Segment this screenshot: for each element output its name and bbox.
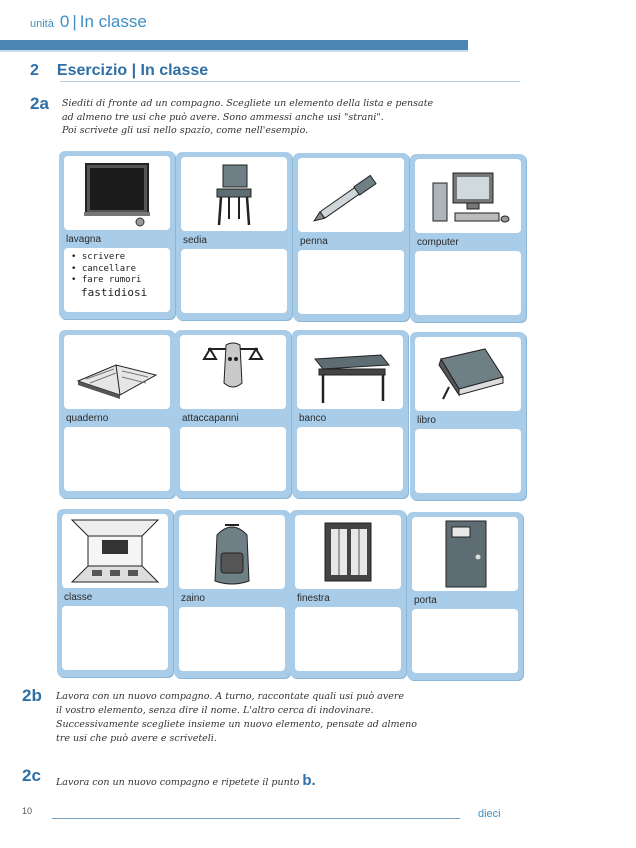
card-name: lavagna (66, 234, 102, 245)
card-penna (293, 153, 409, 321)
part-2a-label: 2a (30, 94, 49, 113)
card-finestra (290, 510, 406, 678)
part-2c-sentence: Lavora con un nuovo compagno e ripetete il punto (56, 777, 300, 788)
part-2c-ref: b. (302, 772, 316, 789)
card-zaino (174, 510, 290, 678)
answer-box[interactable] (179, 607, 285, 671)
note-line: • fare rumori (71, 275, 142, 285)
notebook-icon (64, 335, 170, 409)
answer-box[interactable] (297, 427, 403, 491)
instruction-line: Siediti di fronte ad un compagno. Scegliete un elemento della lista e pensate (62, 98, 434, 109)
answer-box[interactable] (295, 607, 401, 671)
unit-title: In classe (79, 12, 147, 31)
desk-icon (297, 335, 403, 409)
note-line: • scrivere (71, 252, 126, 262)
answer-box[interactable] (62, 606, 168, 670)
exercise-title: Esercizio | In classe (56, 62, 209, 79)
part-2c-text (56, 772, 316, 789)
chair-icon (181, 157, 287, 231)
card-name: finestra (297, 593, 330, 604)
card-porta (407, 512, 523, 680)
card-name: zaino (181, 593, 205, 604)
note-line: • cancellare (71, 263, 137, 274)
card-classe (57, 509, 173, 677)
computer-icon (415, 159, 521, 233)
header-rule-thin (0, 50, 468, 52)
answer-box[interactable] (181, 249, 287, 313)
unit-separator: | (72, 12, 77, 31)
card-name: quaderno (66, 413, 109, 424)
coat-rack-icon (180, 335, 286, 409)
note-line: fastidiosi (81, 285, 148, 299)
pen-icon (298, 158, 404, 232)
instruction-line: ad almeno tre usi che può avere. Sono ammessi anche usi "strani". (62, 111, 384, 123)
card-lavagna (59, 151, 175, 319)
card-name: libro (417, 415, 436, 426)
door-icon (412, 517, 518, 591)
card-name: computer (417, 237, 459, 248)
answer-box[interactable] (412, 609, 518, 673)
instruction-line: tre usi che può avere e scriveteli. (56, 733, 217, 744)
exercise-heading (30, 62, 208, 80)
card-quaderno (59, 330, 175, 498)
card-name: attaccapanni (182, 413, 239, 424)
answer-box[interactable] (180, 427, 286, 491)
card-sedia (176, 152, 292, 320)
page-word: dieci (478, 808, 501, 820)
card-name: penna (300, 236, 328, 247)
instruction-line: Successivamente scegliete insieme un nuovo elemento, pensate ad almeno (56, 719, 417, 730)
card-computer (410, 154, 526, 322)
part-2b-text (56, 690, 417, 746)
card-name: porta (414, 595, 437, 606)
blackboard-icon (64, 156, 170, 230)
card-name: sedia (183, 235, 207, 246)
part-2b-label: 2b (22, 686, 42, 705)
header-rule (0, 40, 468, 50)
part-2a-instructions (62, 97, 482, 138)
page-number: 10 (22, 806, 33, 816)
instruction-line: Poi scrivete gli usi nello spazio, come nell'esempio. (62, 125, 309, 136)
card-attaccapanni (175, 330, 291, 498)
answer-box[interactable] (415, 429, 521, 493)
window-icon (295, 515, 401, 589)
book-icon (415, 337, 521, 411)
answer-box[interactable] (64, 427, 170, 491)
card-name: classe (64, 592, 93, 603)
classroom-icon (62, 514, 168, 588)
example-notes (71, 252, 147, 298)
exercise-rule (60, 81, 520, 82)
instruction-line: Lavora con un nuovo compagno. A turno, raccontate quali usi può avere (56, 691, 404, 702)
card-name: banco (299, 413, 327, 424)
unit-header (30, 12, 147, 32)
card-libro (410, 332, 526, 500)
footer-rule (52, 818, 460, 819)
part-2c-label: 2c (22, 766, 41, 785)
unit-label: unità (30, 18, 54, 30)
answer-box[interactable] (415, 251, 521, 315)
answer-box[interactable] (298, 250, 404, 314)
backpack-icon (179, 515, 285, 589)
exercise-number: 2 (30, 62, 39, 79)
unit-number: 0 (59, 12, 70, 31)
card-banco (292, 330, 408, 498)
instruction-line: il vostro elemento, senza dire il nome. L'altro cerca di indovinare. (56, 705, 374, 716)
